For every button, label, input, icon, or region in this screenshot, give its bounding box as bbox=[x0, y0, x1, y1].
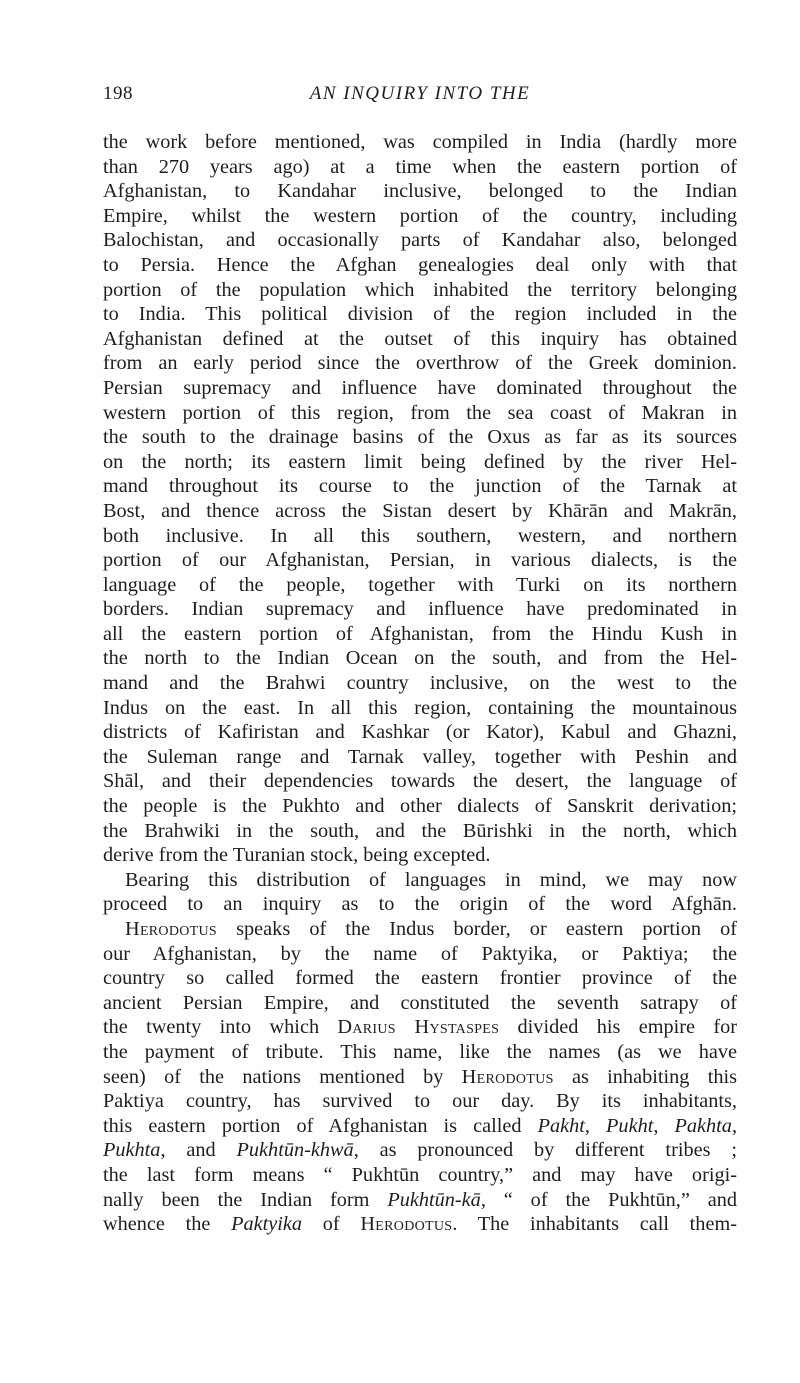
text-line bbox=[103, 917, 737, 942]
italic-term: Pukht bbox=[606, 1114, 654, 1137]
text-line bbox=[103, 1015, 737, 1040]
text-line: Bost, and thence across the Sistan desert by Khārān and Makrān, bbox=[103, 499, 737, 522]
text-segment: divided his empire for bbox=[499, 1016, 737, 1039]
small-caps-name: Herodotus bbox=[360, 1213, 453, 1236]
text-line: both inclusive. In all this southern, western, and northern bbox=[103, 524, 737, 547]
text-line bbox=[103, 1188, 737, 1213]
text-line: districts of Kafiristan and Kashkar (or Kator), Kabul and Ghazni, bbox=[103, 721, 737, 744]
text-segment: this eastern portion of Afghanistan is called bbox=[103, 1114, 538, 1137]
text-segment: , bbox=[653, 1114, 675, 1137]
text-segment: seen) of the nations mentioned by bbox=[103, 1065, 462, 1088]
italic-term: Pakht bbox=[537, 1114, 585, 1137]
text-line: to India. This political division of the region included in the bbox=[103, 303, 737, 326]
page-header bbox=[103, 83, 737, 113]
text-line: Bearing this distribution of languages in mind, we may now bbox=[125, 868, 737, 891]
text-segment: , as pronounced by different tribes ; bbox=[353, 1139, 737, 1162]
text-line: borders. Indian supremacy and influence have predominated in bbox=[103, 598, 737, 621]
text-line: Afghanistan, to Kandahar inclusive, belonged to the Indian bbox=[103, 180, 737, 203]
text-line: our Afghanistan, by the name of Paktyika, or Paktiya; the bbox=[103, 942, 737, 965]
text-segment: whence the bbox=[103, 1213, 232, 1236]
text-line: on the north; its eastern limit being defined by the river Hel- bbox=[103, 450, 737, 473]
text-line: the work before mentioned, was compiled in India (hardly more bbox=[103, 131, 737, 153]
text-segment: , bbox=[584, 1114, 607, 1137]
text-segment: , and bbox=[160, 1139, 237, 1162]
text-segment: as inhabiting this bbox=[553, 1065, 737, 1088]
small-caps-name: Herodotus bbox=[125, 918, 218, 940]
text-line: the south to the drainage basins of the Oxus as far as its sources bbox=[103, 426, 737, 449]
text-line: Indus on the east. In all this region, containing the mountainous bbox=[103, 696, 737, 719]
text-segment: nally been the Indian form bbox=[103, 1188, 388, 1211]
text-line: country so called formed the eastern frontier province of the bbox=[103, 967, 737, 990]
text-line: Persian supremacy and influence have dominated throughout the bbox=[103, 376, 737, 399]
text-segment: , “ of the Pukhtūn,” and bbox=[480, 1188, 737, 1211]
text-line: than 270 years ago) at a time when the eastern portion of bbox=[103, 155, 737, 178]
text-line: ancient Persian Empire, and constituted the seventh satrapy of bbox=[103, 991, 737, 1014]
body-text bbox=[103, 130, 737, 1237]
italic-term: Pukhta bbox=[103, 1139, 161, 1162]
text-line: Afghanistan defined at the outset of this inquiry has obtained bbox=[103, 327, 737, 350]
text-line: western portion of this region, from the sea coast of Makran in bbox=[103, 401, 737, 424]
text-line bbox=[103, 1212, 737, 1237]
text-line: mand and the Brahwi country inclusive, on the west to the bbox=[103, 672, 737, 695]
text-line: Balochistan, and occasionally parts of Kandahar also, belonged bbox=[103, 229, 737, 252]
text-line: the last form means “ Pukhtūn country,” and may have origi- bbox=[103, 1163, 737, 1186]
text-segment: of bbox=[302, 1213, 361, 1236]
text-line: the payment of tribute. This name, like the names (as we have bbox=[103, 1040, 737, 1063]
text-line: Shāl, and their dependencies towards the desert, the language of bbox=[103, 770, 737, 793]
small-caps-name: Herodotus bbox=[461, 1065, 554, 1088]
text-line bbox=[103, 1065, 737, 1090]
text-line: mand throughout its course to the junction of the Tarnak at bbox=[103, 475, 737, 498]
text-line: language of the people, together with Turki on its northern bbox=[103, 573, 737, 596]
text-segment: . The inhabitants call them- bbox=[452, 1213, 737, 1236]
text-line: proceed to an inquiry as to the origin of the word Afghān. bbox=[103, 893, 737, 916]
running-title: AN INQUIRY INTO THE bbox=[309, 83, 531, 104]
text-line: Empire, whilst the western portion of the country, including bbox=[103, 204, 737, 227]
text-line: all the eastern portion of Afghanistan, from the Hindu Kush in bbox=[103, 622, 737, 645]
page-number: 198 bbox=[103, 83, 133, 104]
text-line: the north to the Indian Ocean on the south, and from the Hel- bbox=[103, 647, 737, 670]
text-line: to Persia. Hence the Afghan genealogies deal only with that bbox=[103, 253, 737, 276]
text-line: portion of the population which inhabited the territory belonging bbox=[103, 278, 737, 301]
text-line: Paktiya country, has survived to our day. By its inhabitants, bbox=[103, 1090, 737, 1113]
small-caps-name: Darius Hystaspes bbox=[337, 1016, 500, 1039]
text-line bbox=[103, 1138, 737, 1163]
text-segment: , bbox=[731, 1114, 738, 1137]
text-segment: speaks of the Indus border, or eastern portion of bbox=[217, 918, 737, 940]
text-line: from an early period since the overthrow of the Greek dominion. bbox=[103, 352, 737, 375]
italic-term: Pukhtūn-kā bbox=[387, 1188, 481, 1211]
text-segment: the twenty into which bbox=[103, 1016, 338, 1039]
italic-term: Pukhtūn-khwā bbox=[236, 1139, 354, 1162]
italic-term: Pakhta bbox=[674, 1114, 732, 1137]
italic-term: Paktyika bbox=[231, 1213, 303, 1236]
text-line: derive from the Turanian stock, being excepted. bbox=[103, 844, 491, 867]
text-line bbox=[103, 1114, 737, 1139]
text-line: the Brahwiki in the south, and the Būrishki in the north, which bbox=[103, 819, 737, 842]
text-line: the people is the Pukhto and other dialects of Sanskrit derivation; bbox=[103, 795, 737, 818]
text-line: the Suleman range and Tarnak valley, together with Peshin and bbox=[103, 745, 737, 768]
text-line: portion of our Afghanistan, Persian, in various dialects, is the bbox=[103, 549, 737, 572]
